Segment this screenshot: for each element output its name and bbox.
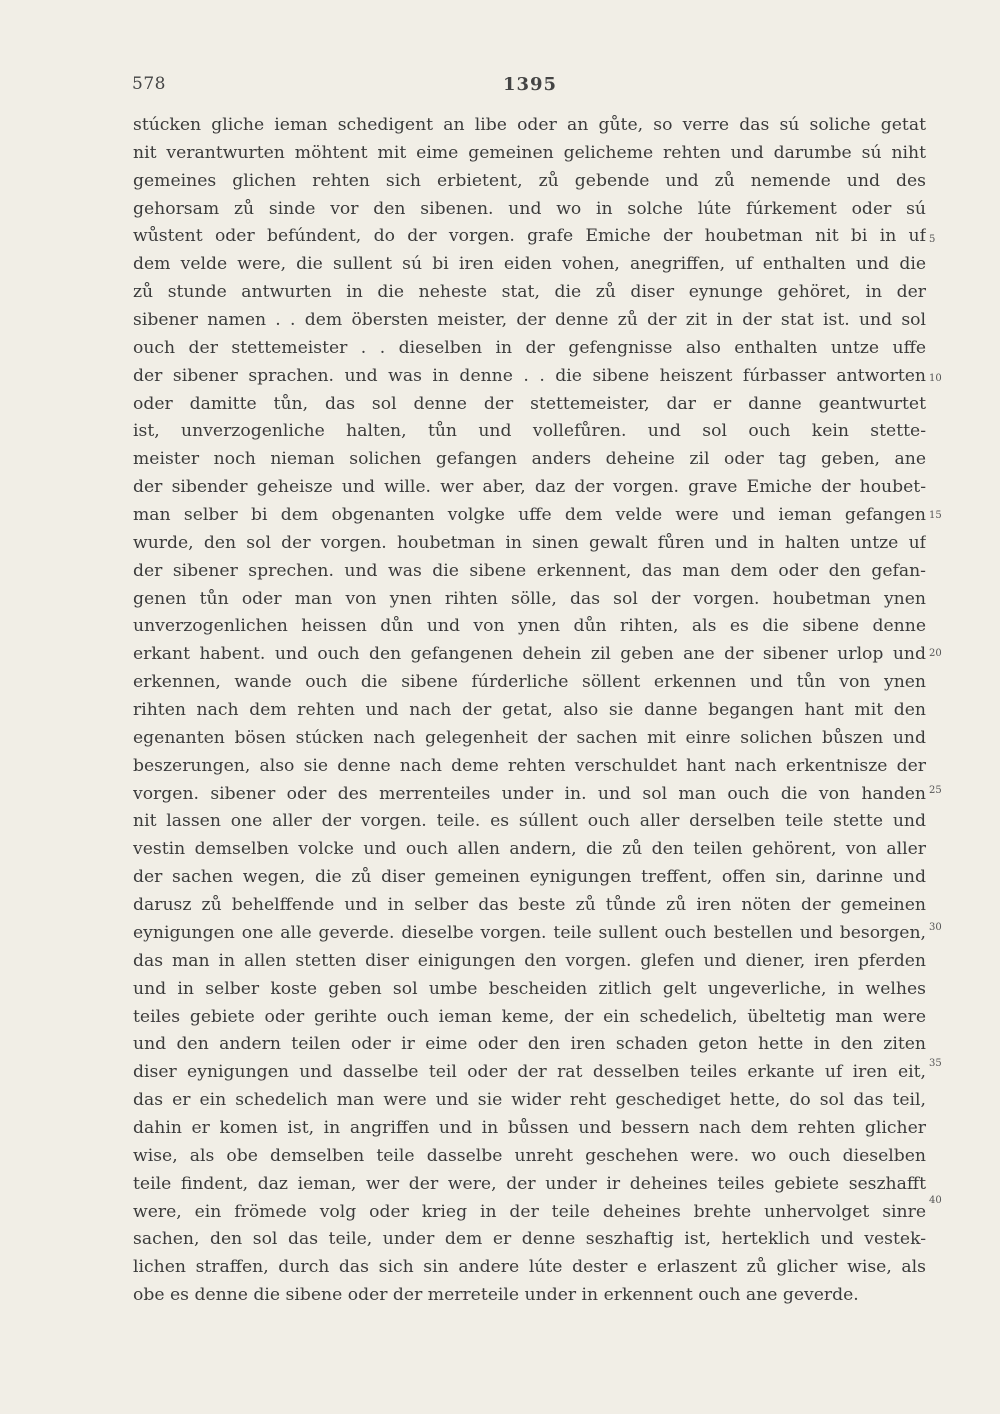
line-number-marker: 20 (929, 648, 942, 659)
text-block (133, 112, 926, 1310)
text-line: man selber bi dem obgenanten volgke uffe dem velde were und ieman gefangen (133, 505, 926, 526)
text-line: rihten nach dem rehten und nach der getat, also sie danne begangen hant mit den (133, 700, 926, 721)
text-line: zů stunde antwurten in die neheste stat, die zů diser eynunge gehöret, in der (133, 282, 926, 303)
text-line: diser eynigungen und dasselbe teil oder der rat desselben teiles erkante uf iren eit, (133, 1062, 926, 1083)
text-line: teile findent, daz ieman, wer der were, der under ir deheines teiles gebiete seszhafft (133, 1173, 926, 1194)
text-line: vestin demselben volcke und ouch allen andern, die zů den teilen gehörent, von aller (133, 839, 926, 860)
text-line: teiles gebiete oder gerihte ouch ieman keme, der ein schedelich, übeltetig man were (133, 1006, 926, 1027)
text-line: meister noch nieman solichen gefangen anders deheine zil oder tag geben, ane (133, 449, 926, 470)
text-line: ouch der stettemeister . . dieselben in der gefengnisse also enthalten untze uffe (133, 337, 926, 358)
text-line: und in selber koste geben sol umbe bescheiden zitlich gelt ungeverliche, in welhes (133, 978, 926, 999)
line-number-marker: 30 (929, 922, 942, 933)
text-line: vorgen. sibener oder des merrenteiles under in. und sol man ouch die von handen (133, 783, 926, 804)
text-line: der sibender geheisze und wille. wer aber, daz der vorgen. grave Emiche der houbet- (133, 477, 926, 498)
text-line: lichen straffen, durch das sich sin andere lúte dester e erlaszent zů glicher wise, als (133, 1257, 926, 1278)
line-number-marker: 40 (929, 1195, 942, 1206)
text-line: ist, unverzogenliche halten, tůn und vollefůren. und sol ouch kein stette- (133, 421, 926, 442)
text-line: dem velde were, die sullent sú bi iren eiden vohen, anegriffen, uf enthalten und die (133, 254, 926, 275)
text-line: wurde, den sol der vorgen. houbetman in sinen gewalt fůren und in halten untze uf (133, 532, 926, 553)
text-line: beszerungen, also sie denne nach deme rehten verschuldet hant nach erkentnisze der (133, 755, 926, 776)
text-line: gehorsam zů sinde vor den sibenen. und wo in solche lúte fúrkement oder sú (133, 198, 926, 219)
text-line: das man in allen stetten diser einigungen den vorgen. glefen und diener, iren pferden (133, 950, 926, 971)
text-line: sachen, den sol das teile, under dem er denne seszhaftig ist, herteklich und vestek- (133, 1229, 926, 1250)
text-line: egenanten bösen stúcken nach gelegenheit der sachen mit einre solichen bůszen und (133, 727, 926, 748)
text-line: und den andern teilen oder ir eime oder den iren schaden geton hette in den ziten (133, 1034, 926, 1055)
text-line: oder damitte tůn, das sol denne der stettemeister, dar er danne geantwurtet (133, 393, 926, 414)
text-line: gemeines glichen rehten sich erbietent, zů gebende und zů nemende und des (133, 170, 926, 191)
text-line: were, ein frömede volg oder krieg in der teile deheines brehte unhervolget sinre (133, 1201, 926, 1222)
text-line: unverzogenlichen heissen důn und von ynen důn rihten, als es die sibene denne (133, 616, 926, 637)
text-line: nit lassen one aller der vorgen. teile. es súllent ouch aller derselben teile stette und (133, 811, 926, 832)
text-line: nit verantwurten möhtent mit eime gemeinen gelicheme rehten und darumbe sú niht (133, 142, 926, 163)
text-line: obe es denne die sibene oder der merreteile under in erkennent ouch ane geverde. (133, 1285, 859, 1306)
text-line: stúcken gliche ieman schedigent an libe oder an gůte, so verre das sú soliche getat (133, 115, 926, 135)
text-line: der sibener sprachen. und was in denne . . die sibene heiszent fúrbasser antworten (133, 365, 926, 386)
text-line: darusz zů behelffende und in selber das beste zů tůnde zů iren nöten der gemeinen (133, 895, 926, 916)
line-number-marker: 35 (929, 1058, 942, 1069)
line-number-marker: 15 (929, 510, 942, 521)
text-line: der sachen wegen, die zů diser gemeinen eynigungen treffent, offen sin, darinne und (133, 867, 926, 888)
line-number-marker: 10 (929, 373, 942, 384)
text-line: genen tůn oder man von ynen rihten sölle, das sol der vorgen. houbetman ynen (133, 588, 926, 609)
text-line: eynigungen one alle geverde. dieselbe vorgen. teile sullent ouch bestellen und besorgen, (133, 922, 926, 943)
page-year-heading: 1395 (502, 74, 558, 95)
text-line: sibener namen . . dem öbersten meister, der denne zů der zit in der stat ist. und sol (133, 310, 926, 331)
line-number-marker: 25 (929, 785, 942, 796)
text-line: erkennen, wande ouch die sibene fúrderliche söllent erkennen und tůn von ynen (133, 672, 926, 693)
page-number: 578 (132, 74, 166, 94)
text-line: das er ein schedelich man were und sie wider reht geschediget hette, do sol das teil, (133, 1090, 926, 1111)
text-line: der sibener sprechen. und was die sibene erkennent, das man dem oder den gefan- (133, 560, 926, 581)
text-line: wise, als obe demselben teile dasselbe unreht geschehen were. wo ouch dieselben (133, 1145, 926, 1166)
text-line: erkant habent. und ouch den gefangenen dehein zil geben ane der sibener urlop und (133, 644, 926, 665)
text-line: wůstent oder befúndent, do der vorgen. grafe Emiche der houbetman nit bi in uf (133, 226, 926, 247)
text-line: dahin er komen ist, in angriffen und in bůssen und bessern nach dem rehten glicher (133, 1117, 926, 1138)
line-number-marker: 5 (929, 234, 936, 245)
